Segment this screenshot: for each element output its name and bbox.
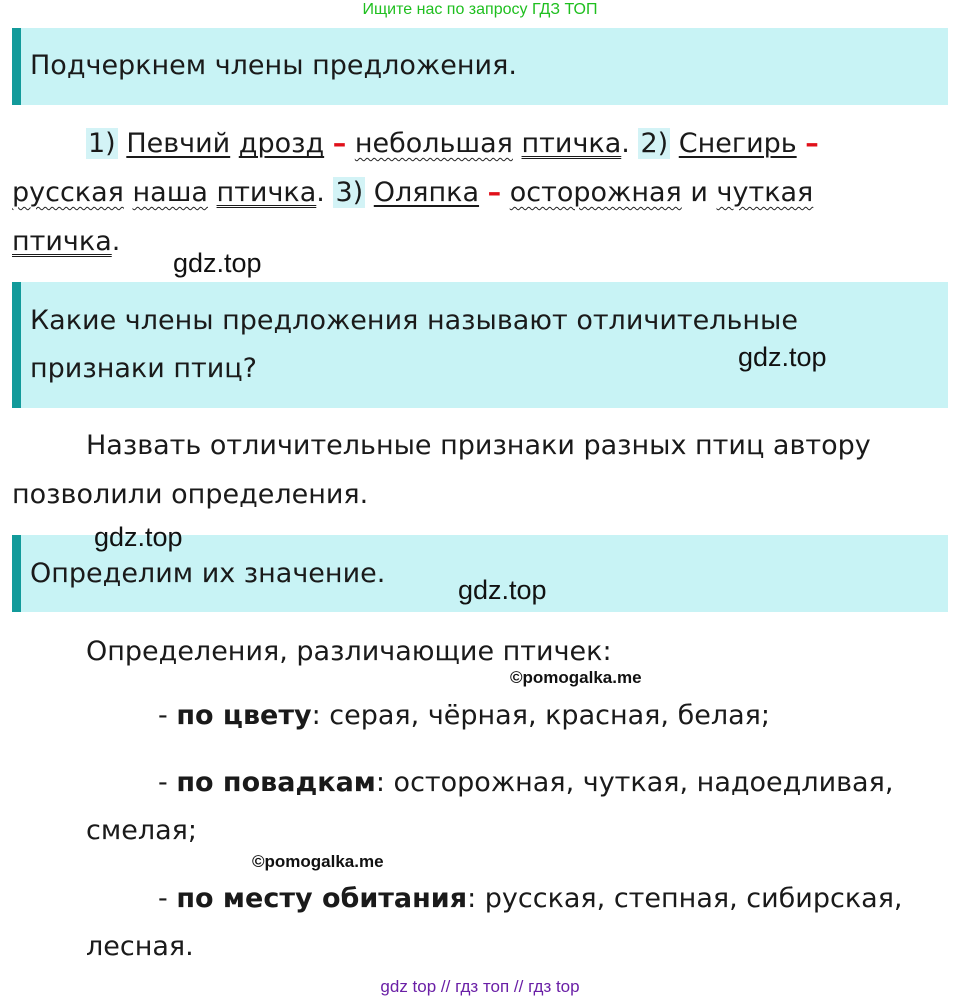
definition-item-habitat (158, 883, 903, 914)
section-heading-3: Определим их значение. (30, 558, 386, 589)
period: . (111, 226, 121, 257)
word-definition: небольшая (354, 128, 513, 159)
definition-values: : русская, степная, сибирская, (467, 883, 903, 914)
definition-category: по повадкам (176, 767, 376, 798)
sentence-number: 1) (88, 128, 116, 159)
watermark-gdz: gdz.top (94, 522, 183, 552)
answer-line-2: позволили определения. (12, 479, 369, 510)
sentence-line-1 (86, 128, 819, 159)
word-subject: Снегирь (678, 128, 797, 159)
sentence-number: 2) (640, 128, 669, 159)
watermark-pomogalka: ©pomogalka.me (252, 852, 384, 871)
watermark-gdz: gdz.top (458, 575, 547, 605)
definition-item-color (158, 700, 770, 731)
watermark-pomogalka: ©pomogalka.me (510, 668, 642, 687)
section-heading-2-line-2: признаки птиц? (30, 353, 257, 384)
dash: – (487, 177, 502, 208)
word-definition: русская (12, 177, 124, 208)
word-predicate: птичка (521, 128, 622, 159)
word-definition: наша (132, 177, 208, 208)
definition-values: : серая, чёрная, красная, белая; (311, 700, 770, 731)
word-predicate: птичка (12, 226, 112, 257)
definition-item-habitat-cont: лесная. (86, 931, 194, 962)
top-search-hint[interactable]: Ищите нас по запросу ГДЗ ТОП (362, 1, 598, 18)
definitions-intro: Определения, различающие птичек: (86, 636, 612, 667)
footer-links[interactable]: gdz top // гдз топ // гдз top (380, 977, 580, 996)
sentence-line-3 (12, 226, 120, 257)
word-subject: дрозд (238, 128, 325, 159)
list-dash: - (158, 700, 177, 731)
section-heading-2-line-1: Какие члены предложения называют отличительные (30, 305, 798, 336)
sentence-line-2 (12, 177, 813, 208)
definition-category: по месту обитания (176, 883, 468, 914)
period: . (621, 128, 630, 159)
watermark-gdz: gdz.top (738, 342, 827, 372)
definition-category: по цвету (176, 700, 312, 731)
period: . (316, 177, 325, 208)
word-definition: осторожная (509, 177, 682, 208)
word-predicate: птичка (216, 177, 317, 208)
definition-item-habits-cont: смелая; (86, 815, 197, 846)
sentence-number: 3) (335, 177, 364, 208)
section-heading-1: Подчеркнем члены предложения. (30, 50, 517, 81)
dash: – (332, 128, 347, 159)
conjunction: и (690, 177, 708, 208)
definition-item-habits (158, 767, 893, 798)
list-dash: - (158, 767, 177, 798)
list-dash: - (158, 883, 177, 914)
answer-line-1: Назвать отличительные признаки разных птиц автору (86, 430, 871, 461)
watermark-gdz: gdz.top (173, 248, 262, 278)
dash: – (805, 128, 819, 159)
word-subject: Оляпка (373, 177, 480, 208)
word-definition: Певчий (126, 128, 231, 159)
definition-values: : осторожная, чуткая, надоедливая, (375, 767, 894, 798)
word-definition: чуткая (716, 177, 814, 208)
